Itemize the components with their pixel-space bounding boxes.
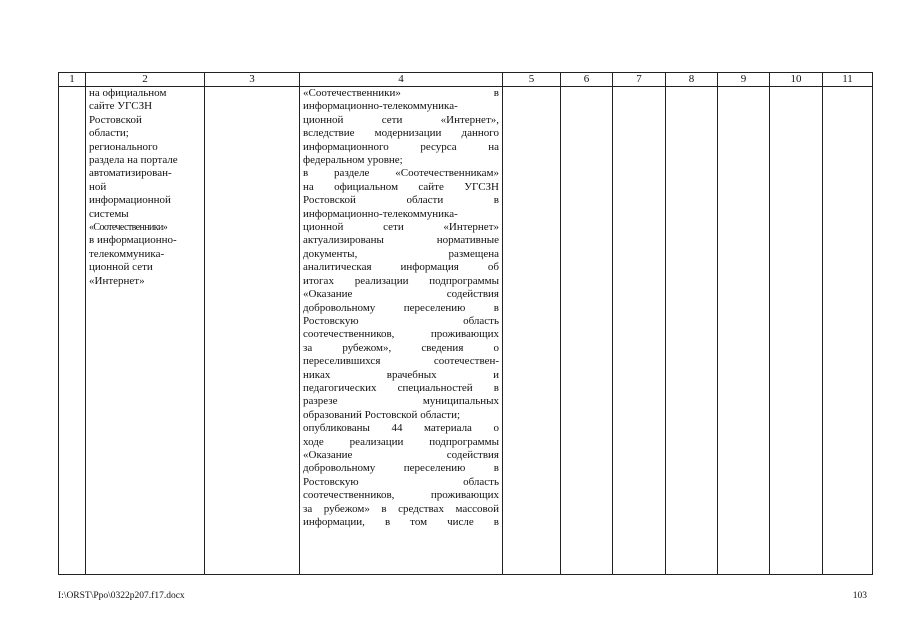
column-header: 1: [59, 73, 86, 87]
cell-text-line: ционной сети «Интернет»: [303, 221, 499, 234]
column-header: 11: [823, 73, 873, 87]
cell-text-line: ционной сети: [89, 261, 153, 274]
cell-text-line: за рубежом» в средствах массовой: [303, 502, 499, 515]
cell-col9: [718, 87, 770, 575]
cell-col7: [613, 87, 666, 575]
cell-text-line: переселившихся соотечествен-: [303, 355, 499, 368]
cell-text-line: информационно-телекоммуника-: [303, 100, 458, 113]
cell-text-line: соотечественников, проживающих: [303, 489, 499, 502]
column-header: 6: [561, 73, 613, 87]
cell-col4: [300, 87, 503, 575]
cell-text-line: «Соотечественники» в: [303, 87, 499, 99]
cell-text-line: добровольному переселению в: [303, 462, 499, 475]
cell-col6: [561, 87, 613, 575]
column-header: 7: [613, 73, 666, 87]
cell-col10: [770, 87, 823, 575]
cell-col5: [503, 87, 561, 575]
cell-text-line: ходе реализации подпрограммы: [303, 435, 499, 448]
column-header: 2: [86, 73, 205, 87]
cell-text-line: на официальном сайте УГСЗН: [303, 180, 499, 193]
cell-col3: [205, 87, 300, 575]
cell-text-line: вследствие модернизации данного: [303, 127, 499, 140]
cell-text-line: регионального: [89, 140, 158, 153]
column-header: 8: [666, 73, 718, 87]
cell-text-line: за рубежом», сведения о: [303, 341, 499, 354]
cell-text-line: Ростовскую область: [303, 475, 499, 488]
cell-text-line: ной: [89, 180, 107, 193]
cell-text-line: на официальном: [89, 87, 167, 99]
cell-text-line: системы: [89, 207, 129, 220]
cell-text-line: в разделе «Соотечественникам»: [303, 167, 499, 180]
cell-text-line: педагогических специальностей в: [303, 381, 499, 394]
footer-file-path: I:\ORST\Ppo\0322p207.f17.docx: [58, 591, 185, 601]
column-header: 4: [300, 73, 503, 87]
cell-text-line: образований Ростовской области;: [303, 408, 461, 421]
cell-text-line: опубликованы 44 материала о: [303, 422, 499, 435]
column-header: 3: [205, 73, 300, 87]
cell-text-line: раздела на портале: [89, 154, 178, 167]
page-number: 103: [852, 591, 867, 601]
cell-text-line: области;: [89, 127, 129, 140]
cell-text-line: соотечественников, проживающих: [303, 328, 499, 341]
cell-col1: [59, 87, 86, 575]
cell-text-line: «Оказание содействия: [303, 288, 499, 301]
cell-text-line: никах врачебных и: [303, 368, 499, 381]
cell-text-line: ционной сети «Интернет»,: [303, 113, 499, 126]
cell-text-line: автоматизирован-: [89, 167, 172, 180]
cell-col11: [823, 87, 873, 575]
cell-text-line: информационного ресурса на: [303, 140, 499, 153]
cell-text-line: разрезе муниципальных: [303, 395, 499, 408]
cell-text-line: информационно-телекоммуника-: [303, 207, 458, 220]
cell-text-line: Ростовской области в: [303, 194, 499, 207]
cell-text-line: документы, размещена: [303, 247, 499, 260]
cell-text-line: добровольному переселению в: [303, 301, 499, 314]
cell-text-line: «Оказание содействия: [303, 448, 499, 461]
column-header: 5: [503, 73, 561, 87]
cell-text-line: сайте УГСЗН: [89, 100, 153, 113]
cell-text-line: актуализированы нормативные: [303, 234, 499, 247]
cell-text-line: итогах реализации подпрограммы: [303, 274, 499, 287]
cell-text-line: в информационно-: [89, 234, 177, 247]
cell-text-line: «Интернет»: [89, 274, 145, 287]
cell-text-line: аналитическая информация об: [303, 261, 499, 274]
cell-text-line: Ростовскую область: [303, 314, 499, 327]
cell-text-line: информации, в том числе в: [303, 516, 499, 528]
column-header: 10: [770, 73, 823, 87]
cell-col8: [666, 87, 718, 575]
cell-text-line: информационной: [89, 194, 171, 207]
table-row: [59, 87, 873, 575]
cell-col2: [86, 87, 205, 575]
header-row: [59, 73, 873, 87]
cell-text-line: телекоммуникa-: [89, 247, 165, 260]
cell-text-line: «Соотечественники»: [89, 222, 168, 234]
cell-text-line: федеральном уровне;: [303, 154, 403, 167]
column-header: 9: [718, 73, 770, 87]
report-table: [58, 72, 873, 575]
cell-text-line: Ростовской: [89, 113, 142, 126]
